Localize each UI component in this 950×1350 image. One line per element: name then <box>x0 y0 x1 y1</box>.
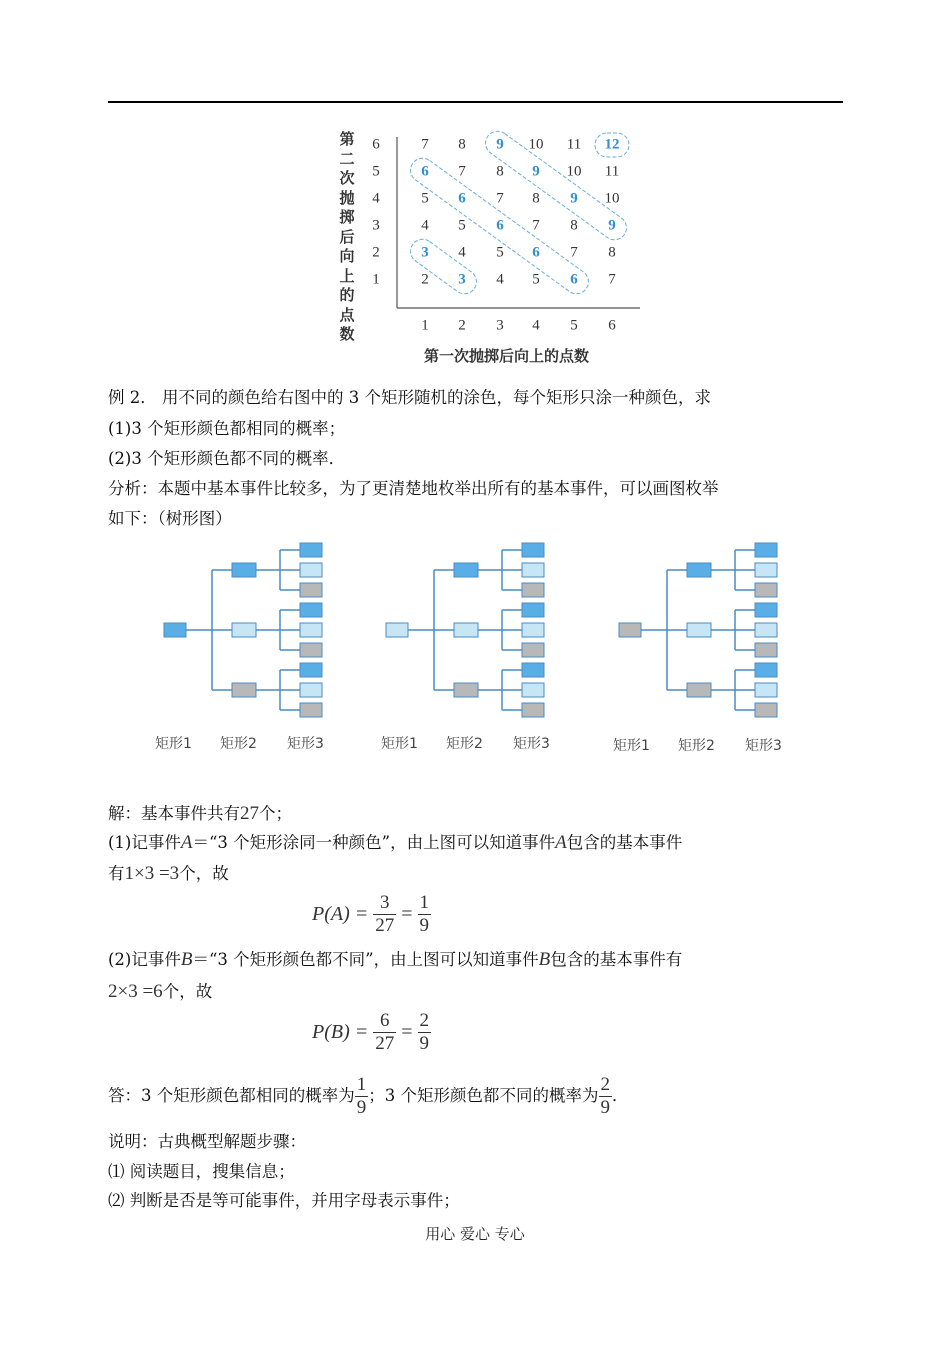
tree-level3-rect <box>522 643 544 657</box>
solution-text: 有 <box>108 864 125 883</box>
tree-level3-rect <box>755 643 777 657</box>
example-line-1: 例 2． 用不同的颜色给右图中的 3 个矩形随机的涂色，每个矩形只涂一种颜色，求 <box>108 388 711 407</box>
grid-y-tick: 4 <box>372 190 380 207</box>
solution-text: 包含的基本事件 <box>566 833 683 852</box>
grid-cell: 7 <box>421 136 429 153</box>
grid-y-tick: 2 <box>372 244 380 261</box>
grid-cell: 6 <box>496 217 504 234</box>
grid-cell: 9 <box>570 190 578 207</box>
event-count: 27 <box>240 803 259 824</box>
grid-cell: 5 <box>458 217 466 234</box>
grid-x-axis-title: 第一次抛掷后向上的点数 <box>424 347 590 365</box>
example-line-2: (1)3 个矩形颜色都相同的概率； <box>108 419 346 438</box>
event-var-b: B <box>538 949 551 970</box>
tree-level-label: 矩形1 <box>381 736 418 752</box>
tree-level3-rect <box>300 563 322 577</box>
grid-y-tick: 3 <box>372 217 380 234</box>
tree-level-label: 矩形1 <box>155 736 192 752</box>
solution-text: 个，故 <box>179 864 229 883</box>
grid-x-tick: 2 <box>458 317 466 334</box>
solution-line-1 <box>108 802 292 826</box>
grid-cell: 6 <box>532 244 540 261</box>
grid-cell: 6 <box>421 163 429 180</box>
grid-y-axis-title: 第二次抛掷后向上的点数 <box>339 130 355 343</box>
page-footer: 用心 爱心 专心 <box>425 1225 525 1243</box>
solution-line-4 <box>108 948 682 972</box>
grid-x-tick: 3 <box>496 317 504 334</box>
grid-cell: 7 <box>570 244 578 261</box>
solution-text: ＝“3 个矩形颜色都不同”，由上图可以知道事件 <box>192 950 539 969</box>
tree-level-label: 矩形2 <box>678 738 715 754</box>
fraction <box>418 892 432 937</box>
equals-sign: = <box>401 1021 413 1043</box>
tree-level3-rect <box>300 643 322 657</box>
highlight-loop <box>406 234 481 298</box>
answer-text: ． <box>612 1086 629 1105</box>
example-line-4: 分析：本题中基本事件比较多，为了更清楚地枚举出所有的基本事件，可以画图枚举 <box>108 479 719 498</box>
grid-x-tick: 1 <box>421 317 429 334</box>
grid-cell: 6 <box>458 190 466 207</box>
tree-level3-rect <box>522 663 544 677</box>
grid-cell: 6 <box>570 271 578 288</box>
formula-lhs: P(A) = <box>312 903 369 925</box>
tree-level2-rect <box>454 623 478 637</box>
formula-lhs: P(B) = <box>312 1021 369 1043</box>
solution-text: 个，故 <box>162 982 213 1001</box>
grid-cell: 8 <box>532 190 540 207</box>
example-line-3: (2)3 个矩形颜色都不同的概率． <box>108 449 346 468</box>
denominator: 9 <box>419 1033 430 1054</box>
tree-root-rect <box>386 623 408 637</box>
notes-title: 说明：古典概型解题步骤： <box>108 1132 306 1151</box>
tree-level3-rect <box>522 623 544 637</box>
tree-level2-rect <box>454 683 478 697</box>
tree-level3-rect <box>522 703 544 717</box>
count-expr-b: 2×3 =6 <box>108 981 163 1002</box>
solution-text: 包含的基本事件有 <box>550 950 683 969</box>
grid-cell: 9 <box>608 217 616 234</box>
denominator: 9 <box>600 1097 610 1118</box>
tree-root-rect <box>619 623 641 637</box>
grid-y-tick: 5 <box>372 163 380 180</box>
solution-text: 解：基本事件共有 <box>108 804 240 823</box>
tree-level3-rect <box>755 703 777 717</box>
grid-cell: 11 <box>566 136 582 153</box>
grid-cell: 7 <box>458 163 466 180</box>
grid-cell: 9 <box>532 163 540 180</box>
tree-level3-rect <box>522 543 544 557</box>
tree-level3-rect <box>300 623 322 637</box>
grid-cell: 8 <box>496 163 504 180</box>
numerator: 3 <box>380 892 390 913</box>
formula-pa <box>312 892 431 937</box>
grid-cell: 10 <box>566 163 582 180</box>
tree-level3-rect <box>755 603 777 617</box>
grid-cell: 5 <box>496 244 504 261</box>
tree-level3-rect <box>300 663 322 677</box>
tree-level3-rect <box>300 683 322 697</box>
tree-level3-rect <box>755 663 777 677</box>
count-expr-a: 1×3 =3 <box>124 863 180 884</box>
tree-level3-rect <box>522 603 544 617</box>
tree-level-label: 矩形2 <box>446 736 483 752</box>
fraction <box>373 1010 396 1055</box>
solution-text: (2)记事件 <box>108 950 181 969</box>
answer-text: ；3 个矩形颜色都不同的概率为 <box>368 1086 599 1105</box>
tree-level2-rect <box>232 563 256 577</box>
tree-level3-rect <box>522 563 544 577</box>
grid-cell: 3 <box>458 271 466 288</box>
fraction <box>418 1010 432 1055</box>
grid-cell: 8 <box>458 136 466 153</box>
example-line-5: 如下：（树形图） <box>108 509 232 528</box>
grid-cell: 2 <box>421 271 429 288</box>
solution-line-2 <box>108 831 682 855</box>
fraction <box>373 892 396 937</box>
tree-level3-rect <box>300 603 322 617</box>
grid-cell: 11 <box>604 163 620 180</box>
grid-cell: 7 <box>608 271 616 288</box>
denominator: 9 <box>419 915 430 936</box>
tree-level-label: 矩形2 <box>220 736 257 752</box>
grid-cell: 10 <box>604 190 620 207</box>
tree-diagrams <box>150 540 800 730</box>
formula-pb <box>312 1010 431 1055</box>
solution-line-5 <box>108 980 212 1004</box>
header-rule <box>108 101 843 103</box>
tree-level2-rect <box>687 563 711 577</box>
tree-level3-rect <box>522 583 544 597</box>
solution-text: (1)记事件 <box>108 833 181 852</box>
grid-cell: 4 <box>496 271 504 288</box>
denominator: 27 <box>375 1033 395 1054</box>
tree-level-label: 矩形3 <box>745 738 782 754</box>
tree-level3-rect <box>300 583 322 597</box>
notes-step-2: ⑵ 判断是否是等可能事件，并用字母表示事件； <box>108 1191 460 1210</box>
tree-level2-rect <box>687 623 711 637</box>
grid-cell: 5 <box>421 190 429 207</box>
tree-level2-rect <box>232 683 256 697</box>
grid-cell: 8 <box>570 217 578 234</box>
grid-cell: 4 <box>421 217 429 234</box>
answer-text: 答：3 个矩形颜色都相同的概率为 <box>108 1086 355 1105</box>
answer-line <box>108 1072 629 1120</box>
tree-level3-rect <box>755 683 777 697</box>
fraction <box>355 1074 369 1119</box>
grid-cell: 7 <box>532 217 540 234</box>
denominator: 27 <box>375 915 395 936</box>
grid-x-tick: 5 <box>570 317 578 334</box>
numerator: 2 <box>600 1074 610 1095</box>
grid-cell: 7 <box>496 190 504 207</box>
grid-y-tick: 6 <box>372 136 380 153</box>
solution-text: ＝“3 个矩形涂同一种颜色”，由上图可以知道事件 <box>192 833 556 852</box>
event-var-a: A <box>180 832 193 853</box>
grid-x-tick: 6 <box>608 317 616 334</box>
tree-level3-rect <box>755 583 777 597</box>
tree-level2-rect <box>454 563 478 577</box>
solution-line-3 <box>108 862 229 886</box>
grid-x-tick: 4 <box>532 317 540 334</box>
tree-level3-rect <box>755 623 777 637</box>
numerator: 1 <box>419 892 430 913</box>
event-var-a: A <box>555 832 567 853</box>
tree-level3-rect <box>522 683 544 697</box>
numerator: 2 <box>419 1010 430 1031</box>
grid-y-tick: 1 <box>372 271 380 288</box>
notes-step-1: ⑴ 阅读题目，搜集信息； <box>108 1162 295 1181</box>
tree-level3-rect <box>755 563 777 577</box>
tree-level2-rect <box>232 623 256 637</box>
grid-cell: 12 <box>604 136 620 153</box>
tree-level-label: 矩形3 <box>513 736 550 752</box>
grid-cell: 3 <box>421 244 429 261</box>
tree-level2-rect <box>687 683 711 697</box>
denominator: 9 <box>356 1097 367 1118</box>
grid-cell: 8 <box>608 244 616 261</box>
solution-text: 个； <box>259 804 292 823</box>
tree-level-label: 矩形3 <box>287 736 324 752</box>
numerator: 6 <box>380 1010 390 1031</box>
grid-cell: 10 <box>528 136 544 153</box>
tree-root-rect <box>164 623 186 637</box>
fraction <box>599 1074 613 1119</box>
grid-cell: 5 <box>532 271 540 288</box>
tree-level3-rect <box>755 543 777 557</box>
grid-cell: 9 <box>496 136 504 153</box>
event-var-b: B <box>180 949 193 970</box>
grid-cell: 4 <box>458 244 466 261</box>
tree-level-label: 矩形1 <box>613 738 650 754</box>
tree-level3-rect <box>300 543 322 557</box>
equals-sign: = <box>401 903 413 925</box>
numerator: 1 <box>356 1074 367 1095</box>
tree-level3-rect <box>300 703 322 717</box>
